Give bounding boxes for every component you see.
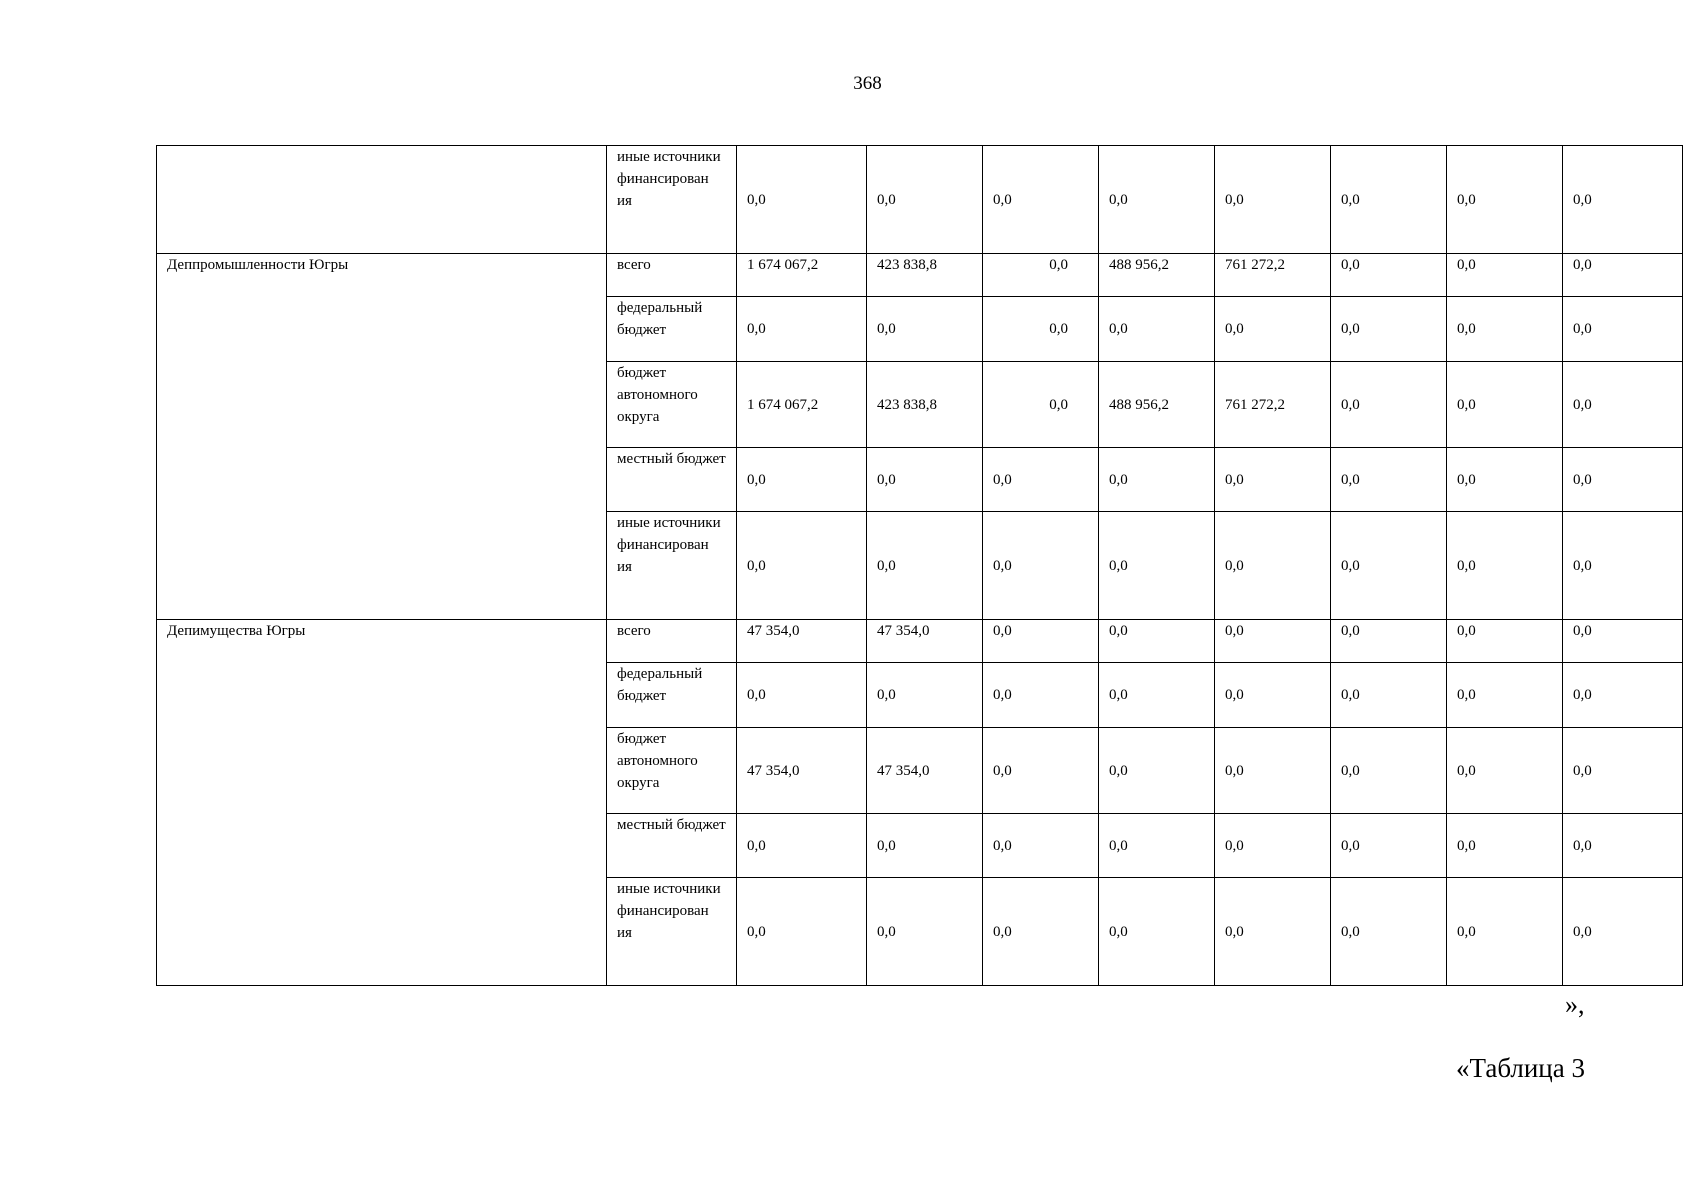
value-cell: 423 838,8 <box>867 362 983 448</box>
value-cell: 0,0 <box>1331 146 1447 254</box>
value-cell: 0,0 <box>737 512 867 620</box>
table-row <box>157 620 1683 663</box>
value-cell: 0,0 <box>1563 297 1683 362</box>
value-cell: 0,0 <box>1447 620 1563 663</box>
value-cell: 47 354,0 <box>867 620 983 663</box>
funding-source-cell: местный бюджет <box>607 448 737 512</box>
value-cell: 0,0 <box>737 878 867 986</box>
funding-source-cell: федеральный бюджет <box>607 297 737 362</box>
value-cell: 0,0 <box>1331 728 1447 814</box>
value-cell: 0,0 <box>1447 362 1563 448</box>
value-cell: 0,0 <box>737 663 867 728</box>
value-cell: 0,0 <box>1331 512 1447 620</box>
organization-cell: Депимущества Югры <box>157 620 607 986</box>
value-cell: 0,0 <box>1215 814 1331 878</box>
value-cell: 0,0 <box>1331 620 1447 663</box>
value-cell: 0,0 <box>1099 448 1215 512</box>
value-cell: 423 838,8 <box>867 254 983 297</box>
financing-table <box>156 145 1683 986</box>
value-cell: 0,0 <box>867 814 983 878</box>
value-cell: 0,0 <box>737 448 867 512</box>
value-cell: 0,0 <box>1563 728 1683 814</box>
value-cell: 0,0 <box>737 814 867 878</box>
value-cell: 0,0 <box>737 297 867 362</box>
value-cell: 0,0 <box>1447 297 1563 362</box>
funding-source-cell: всего <box>607 620 737 663</box>
value-cell: 47 354,0 <box>737 620 867 663</box>
value-cell: 0,0 <box>1563 663 1683 728</box>
value-cell: 0,0 <box>1447 512 1563 620</box>
value-cell: 0,0 <box>1447 254 1563 297</box>
value-cell: 0,0 <box>1447 146 1563 254</box>
value-cell: 0,0 <box>983 146 1099 254</box>
value-cell: 0,0 <box>1215 512 1331 620</box>
next-table-label: «Таблица 3 <box>1456 1053 1585 1083</box>
value-cell: 0,0 <box>1099 512 1215 620</box>
closing-quote: », <box>1565 990 1585 1019</box>
value-cell: 0,0 <box>1563 512 1683 620</box>
value-cell: 0,0 <box>1331 663 1447 728</box>
value-cell: 0,0 <box>1215 146 1331 254</box>
value-cell: 0,0 <box>1331 254 1447 297</box>
value-cell: 0,0 <box>1099 297 1215 362</box>
value-cell: 0,0 <box>1563 620 1683 663</box>
funding-source-cell: федеральный бюджет <box>607 663 737 728</box>
organization-cell: Деппромышленности Югры <box>157 254 607 620</box>
funding-source-cell: иные источники финансирован ия <box>607 512 737 620</box>
page-number: 368 <box>853 73 882 94</box>
value-cell: 0,0 <box>983 254 1099 297</box>
value-cell: 488 956,2 <box>1099 254 1215 297</box>
value-cell: 0,0 <box>867 663 983 728</box>
value-cell: 0,0 <box>1215 620 1331 663</box>
value-cell: 0,0 <box>867 297 983 362</box>
value-cell: 0,0 <box>1563 254 1683 297</box>
value-cell: 47 354,0 <box>867 728 983 814</box>
value-cell: 0,0 <box>867 146 983 254</box>
value-cell: 0,0 <box>1447 448 1563 512</box>
value-cell: 0,0 <box>1215 728 1331 814</box>
funding-source-cell: иные источники финансирован ия <box>607 878 737 986</box>
value-cell: 0,0 <box>1215 297 1331 362</box>
value-cell: 0,0 <box>1099 620 1215 663</box>
value-cell: 0,0 <box>1099 814 1215 878</box>
value-cell: 0,0 <box>867 512 983 620</box>
value-cell: 0,0 <box>1447 728 1563 814</box>
value-cell: 0,0 <box>983 814 1099 878</box>
funding-source-cell: бюджет автономного округа <box>607 362 737 448</box>
value-cell: 0,0 <box>1331 362 1447 448</box>
value-cell: 0,0 <box>867 448 983 512</box>
value-cell: 0,0 <box>1099 878 1215 986</box>
value-cell: 0,0 <box>1099 728 1215 814</box>
organization-cell <box>157 146 607 254</box>
value-cell: 0,0 <box>737 146 867 254</box>
value-cell: 0,0 <box>1331 448 1447 512</box>
value-cell: 761 272,2 <box>1215 254 1331 297</box>
value-cell: 0,0 <box>983 448 1099 512</box>
value-cell: 0,0 <box>1099 663 1215 728</box>
funding-source-cell: иные источники финансирован ия <box>607 146 737 254</box>
value-cell: 0,0 <box>1331 297 1447 362</box>
table-row <box>157 146 1683 254</box>
value-cell: 1 674 067,2 <box>737 254 867 297</box>
table-body <box>157 146 1683 986</box>
value-cell: 1 674 067,2 <box>737 362 867 448</box>
value-cell: 0,0 <box>983 663 1099 728</box>
value-cell: 0,0 <box>1331 878 1447 986</box>
value-cell: 0,0 <box>983 878 1099 986</box>
value-cell: 0,0 <box>1563 362 1683 448</box>
value-cell: 0,0 <box>1447 878 1563 986</box>
value-cell: 0,0 <box>1215 878 1331 986</box>
value-cell: 0,0 <box>1099 146 1215 254</box>
value-cell: 0,0 <box>1215 663 1331 728</box>
value-cell: 0,0 <box>983 297 1099 362</box>
funding-source-cell: всего <box>607 254 737 297</box>
value-cell: 0,0 <box>1215 448 1331 512</box>
funding-source-cell: местный бюджет <box>607 814 737 878</box>
value-cell: 0,0 <box>983 512 1099 620</box>
value-cell: 0,0 <box>867 878 983 986</box>
value-cell: 0,0 <box>983 620 1099 663</box>
value-cell: 761 272,2 <box>1215 362 1331 448</box>
value-cell: 0,0 <box>1563 146 1683 254</box>
value-cell: 47 354,0 <box>737 728 867 814</box>
value-cell: 0,0 <box>1447 814 1563 878</box>
funding-source-cell: бюджет автономного округа <box>607 728 737 814</box>
value-cell: 488 956,2 <box>1099 362 1215 448</box>
value-cell: 0,0 <box>1563 448 1683 512</box>
table-row <box>157 254 1683 297</box>
value-cell: 0,0 <box>983 362 1099 448</box>
value-cell: 0,0 <box>1563 814 1683 878</box>
value-cell: 0,0 <box>1331 814 1447 878</box>
value-cell: 0,0 <box>1563 878 1683 986</box>
value-cell: 0,0 <box>983 728 1099 814</box>
value-cell: 0,0 <box>1447 663 1563 728</box>
